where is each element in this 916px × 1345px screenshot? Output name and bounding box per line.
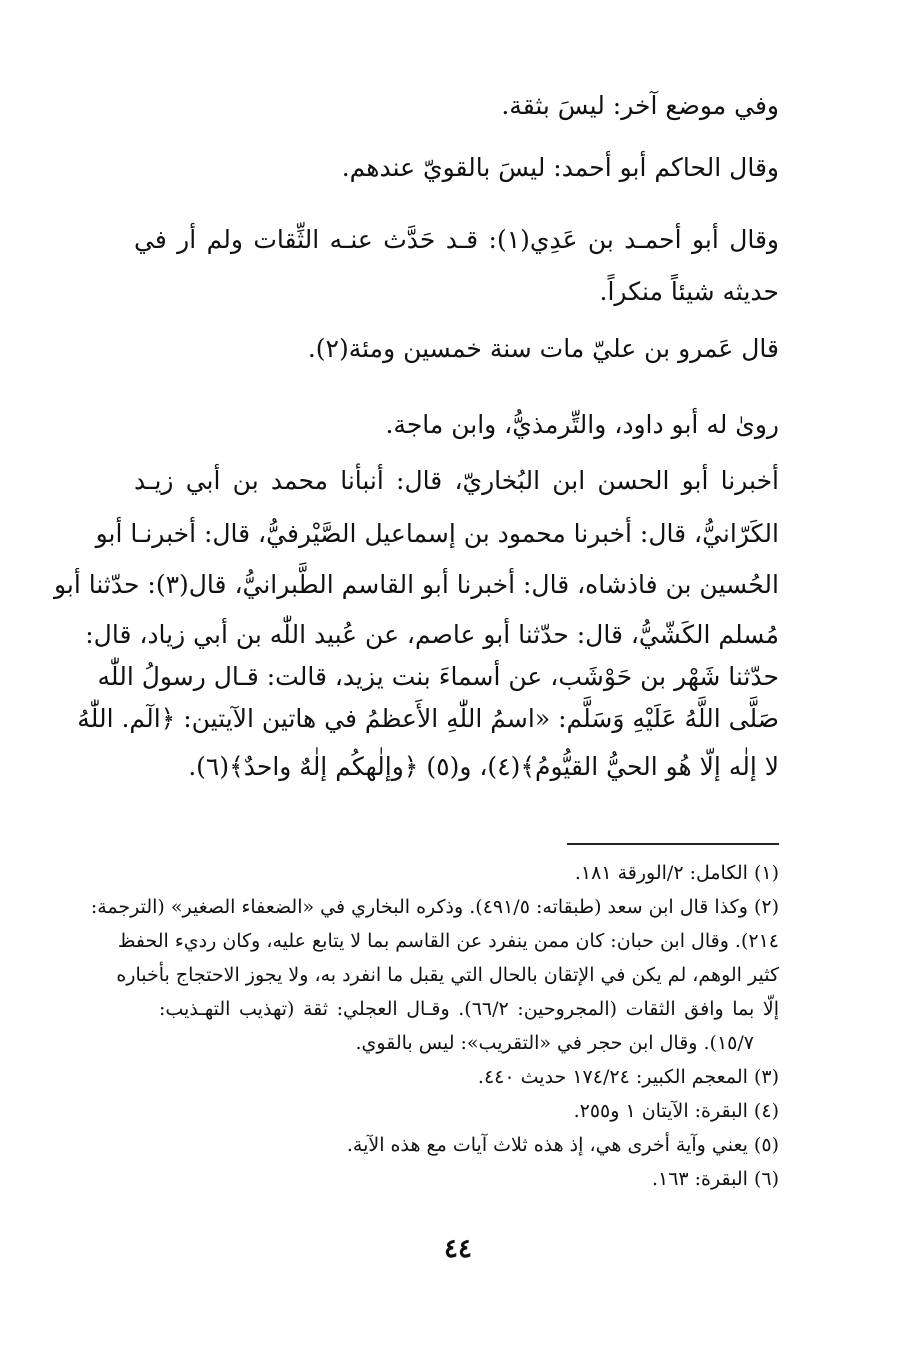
footnote-line: كثير الوهم، لم يكن في الإتقان بالحال التي يقبل ما انفرد به، ولا يجوز الاحتجاج بأخباره <box>116 964 779 986</box>
footnote-separator <box>567 843 779 845</box>
text-line: مُسلم الكَشّيُّ، قال: حدّثنا أبو عاصم، عن عُبيد اللّٰه بن أبي زياد، قال: <box>85 620 779 649</box>
footnote-line: (٥) يعني وآية أخرى هي، إذ هذه ثلاث آيات مع هذه الآية. <box>346 1134 779 1156</box>
footnote-line: (٢) وكذا قال ابن سعد (طبقاته: ٤٩١/٥). وذكره البخاري في «الضعفاء الصغير» (الترجمة: <box>90 896 779 918</box>
page-number: ٤٤ <box>444 1234 472 1264</box>
text-line: صَلَّى اللَّهُ عَلَيْهِ وَسَلَّم: «اسمُ اللّٰهِ الأَعظمُ في هاتين الآيتين: ﴿الٓم. اللّٰهُ <box>77 704 779 733</box>
footnote-line: (١) الكامل: ٢/الورقة ١٨١. <box>574 862 779 884</box>
text-line: لا إلٰه إلّا هُو الحيُّ القيُّومُ﴾(٤)، و(٥) ﴿وإلٰهكُم إلٰهٌ واحدٌ﴾(٦). <box>188 752 779 781</box>
text-line: حدّثنا شَهْر بن حَوْشَب، عن أسماءَ بنت يزيد، قالت: قـال رسولُ اللّٰه <box>97 662 779 691</box>
text-line: قال عَمرو بن عليّ مات سنة خمسين ومئة(٢). <box>307 334 779 363</box>
text-line: وقال أبو أحمـد بن عَدِي(١): قـد حَدَّث عنـه الثِّقات ولم أر في <box>134 225 780 254</box>
text-line: وقال الحاكم أبو أحمد: ليسَ بالقويّ عندهم. <box>341 153 779 182</box>
text-line: روىٰ له أبو داود، والتِّرمذيُّ، وابن ماجة. <box>385 410 779 439</box>
footnote-line: ٢١٤). وقال ابن حبان: كان ممن ينفرد عن القاسم بما لا يتابع عليه، وكان رديء الحفظ <box>117 930 779 952</box>
text-line: الحُسين بن فاذشاه، قال: أخبرنا أبو القاسم الطَّبرانيُّ، قال(٣): حدّثنا أبو <box>53 570 779 599</box>
text-line: الكَرّانيُّ، قال: أخبرنا محمود بن إسماعيل الصَّيْرفيُّ، قال: أخبرنـا أبو <box>95 519 779 548</box>
footnote-line: (٣) المعجم الكبير: ١٧٤/٢٤ حديث ٤٤٠. <box>477 1066 779 1088</box>
text-line: أخبرنا أبو الحسن ابن البُخاريّ، قال: أنبأنا محمد بن أبي زيـد <box>134 466 779 495</box>
footnote-line: ١٥/٧). وقال ابن حجر في «التقريب»: ليس بالقوي. <box>355 1032 754 1054</box>
text-line: وفي موضع آخر: ليسَ بثقة. <box>501 91 779 120</box>
footnote-line: (٦) البقرة: ١٦٣. <box>651 1168 779 1190</box>
footnote-line: (٤) البقرة: الآيتان ١ و٢٥٥. <box>573 1100 779 1122</box>
footnote-line: إلّا بما وافق الثقات (المجروحين: ٦٦/٢). وقـال العجلي: ثقة (تهذيب التهـذيب: <box>159 998 779 1020</box>
text-line: حديثه شيئاً منكراً. <box>599 277 779 306</box>
